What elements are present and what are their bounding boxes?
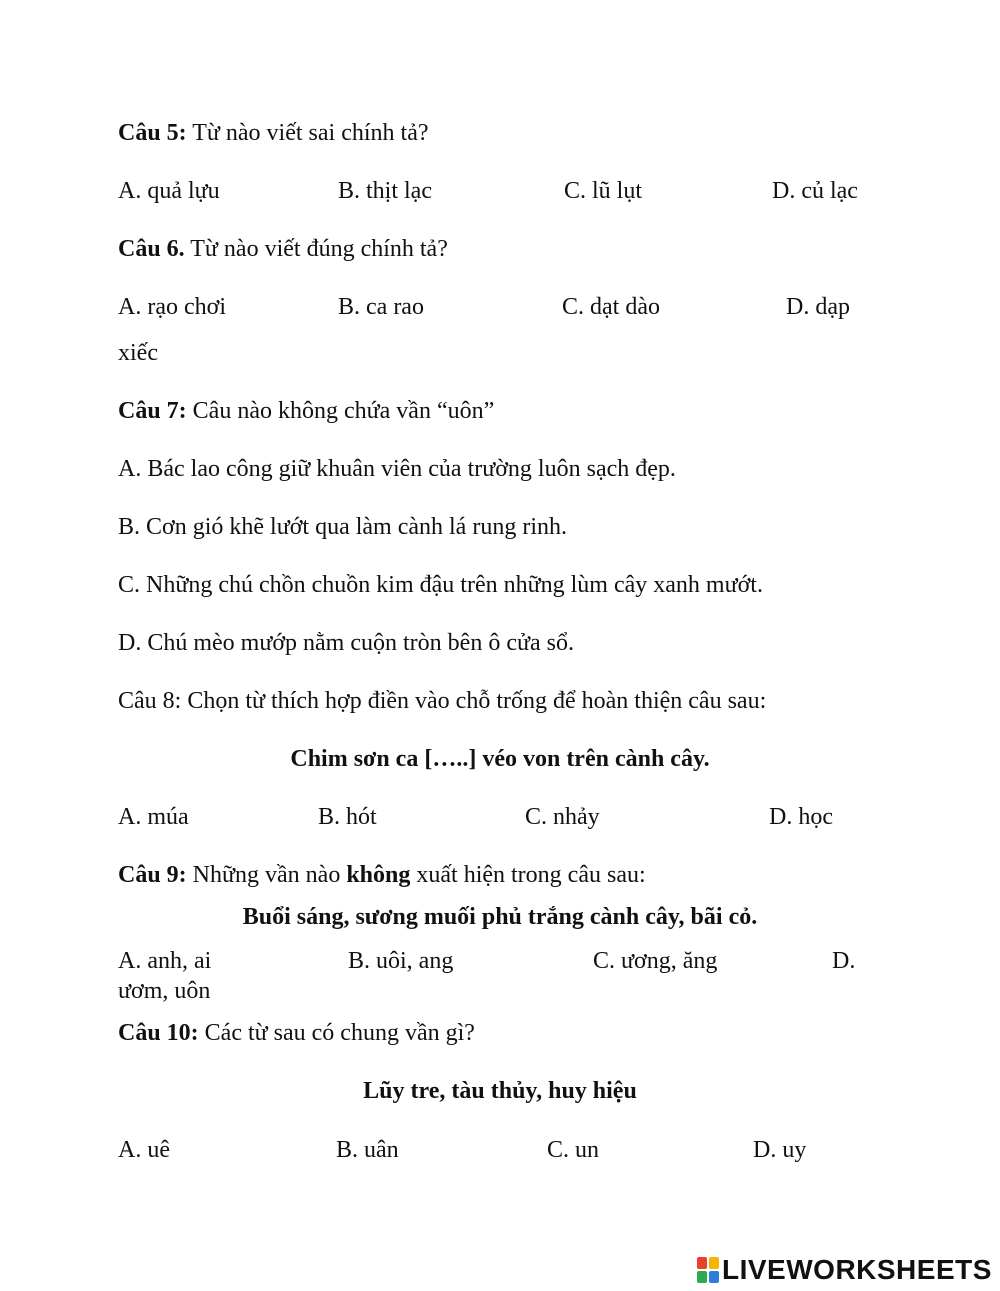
liveworksheets-icon <box>697 1257 719 1283</box>
q9-option-a: A. anh, ai <box>118 948 212 974</box>
q5-option-d: D. củ lạc <box>772 178 858 204</box>
q10-option-b: B. uân <box>336 1137 399 1163</box>
q5-option-b: B. thịt lạc <box>338 178 432 204</box>
q9-option-d-wrap: ươm, uôn <box>118 978 211 1004</box>
question-7 <box>118 396 494 426</box>
q7-option-c: C. Những chú chồn chuồn kim đậu trên những lùm cây xanh mướt. <box>118 572 763 598</box>
question-5-label: Câu 5: <box>118 120 187 146</box>
question-10-sentence: Lũy tre, tàu thủy, huy hiệu <box>363 1078 637 1104</box>
question-6-text: Từ nào viết đúng chính tả? <box>184 236 448 262</box>
question-9-text-b: xuất hiện trong câu sau: <box>410 862 646 888</box>
q7-option-d: D. Chú mèo mướp nằm cuộn tròn bên ô cửa sổ. <box>118 630 574 656</box>
question-5-text: Từ nào viết sai chính tả? <box>186 120 429 146</box>
question-8-text: Câu 8: Chọn từ thích hợp điền vào chỗ trống để hoàn thiện câu sau: <box>118 688 767 714</box>
q6-option-c: C. dạt dào <box>562 294 660 320</box>
question-9-text-a: Những vần nào <box>186 862 347 888</box>
question-9-emphasis: không <box>346 862 411 888</box>
q8-option-a: A. múa <box>118 804 189 830</box>
question-10 <box>118 1018 475 1048</box>
q10-option-d: D. uy <box>753 1137 807 1163</box>
q9-option-d: D. <box>832 948 856 974</box>
q6-option-d-wrap: xiếc <box>118 340 158 366</box>
q10-option-a: A. uê <box>118 1137 170 1163</box>
q7-option-a: A. Bác lao công giữ khuân viên của trường luôn sạch đẹp. <box>118 456 676 482</box>
question-10-label: Câu 10: <box>118 1020 199 1046</box>
q8-option-b: B. hót <box>318 804 377 830</box>
question-6 <box>118 234 448 264</box>
q10-option-c: C. un <box>547 1137 600 1163</box>
question-8-sentence: Chim sơn ca […..] véo von trên cành cây. <box>290 746 710 772</box>
q5-option-c: C. lũ lụt <box>564 178 643 204</box>
question-7-text: Câu nào không chứa vần “uôn” <box>186 398 495 424</box>
q9-option-b: B. uôi, ang <box>348 948 454 974</box>
q8-option-d: D. học <box>769 804 833 830</box>
question-7-label: Câu 7: <box>118 398 187 424</box>
liveworksheets-logo <box>697 1253 992 1287</box>
question-9-label: Câu 9: <box>118 862 187 888</box>
q6-option-d: D. dạp <box>786 294 850 320</box>
q5-option-a: A. quả lựu <box>118 178 220 204</box>
q6-option-a: A. rạo chơi <box>118 294 226 320</box>
question-10-text: Các từ sau có chung vần gì? <box>198 1020 475 1046</box>
question-5 <box>118 118 429 148</box>
liveworksheets-text: LIVEWORKSHEETS <box>722 1254 992 1285</box>
q6-option-b: B. ca rao <box>338 294 424 320</box>
q7-option-b: B. Cơn gió khẽ lướt qua làm cành lá rung rinh. <box>118 514 567 540</box>
question-9 <box>118 860 646 890</box>
q9-option-c: C. ương, ăng <box>593 948 718 974</box>
question-9-sentence: Buổi sáng, sương muối phủ trắng cành cây, bãi cỏ. <box>242 904 758 930</box>
question-6-label: Câu 6. <box>118 236 185 262</box>
q8-option-c: C. nhảy <box>525 804 600 830</box>
